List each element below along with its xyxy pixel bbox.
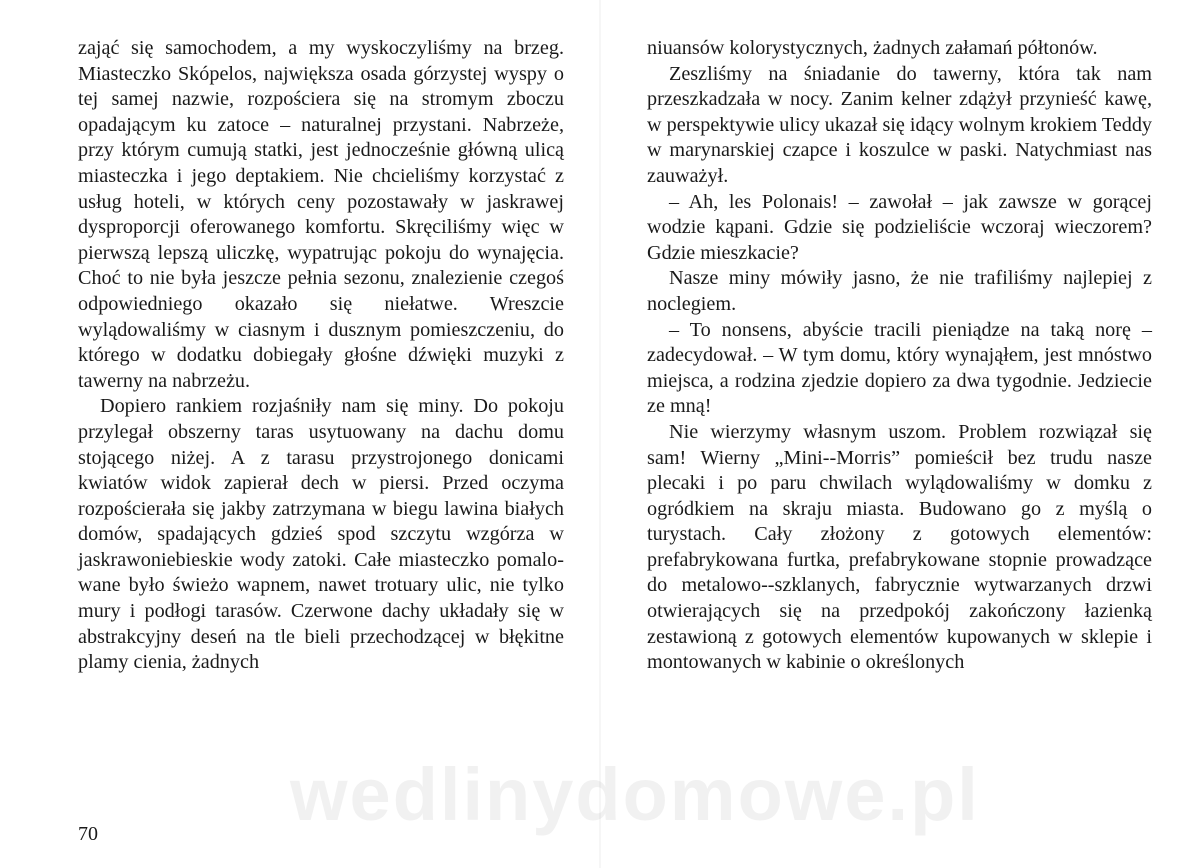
- left-text-column: [78, 36, 564, 676]
- paragraph: Zeszliśmy na śniadanie do tawerny, która tak nam przeszkadzała w nocy. Zanim kelner zdążył przynieść kawę, w perspektywie ulicy ukazał się idący wolnym krokiem Teddy w marynarskiej czapce i koszulce w paski. Natychmiast nas zauważył.: [647, 62, 1153, 187]
- paragraph: Nasze miny mówiły jasno, że nie trafiliśmy najlepiej z noclegiem.: [647, 267, 1152, 315]
- paragraph: niuansów kolorystycznych, żadnych załamań półtonów.: [647, 37, 1098, 59]
- right-text-column: [647, 36, 1152, 676]
- dialogue-paragraph: – To nonsens, abyście tracili pieniądze na taką norę – zadecydował. – W tym domu, który wynająłem, jest mnóstwo miejsca, a rodzina zjedzie dopiero za dwa tygodnie. Jedziecie ze mną!: [647, 318, 1152, 418]
- paragraph: Nie wierzymy własnym uszom. Problem rozwiązał się sam! Wierny „Mini--Morris” pomieścił bez trudu nasze plecaki i po paru chwilach wylądowaliśmy w domku z ogródkiem na skraju miasta. Budowano go z myślą o turystach. Cały złożony z gotowych elementów: prefabrykowana furtka, prefabrykowane stopnie prowadzące do metalowo--szklanych, fabrycznie wytwarzanych drzwi otwierających się na przedpokój zakończony łazienką zestawioną z gotowych elementów kupowanych w sklepie i montowanych w kabinie o określonych: [647, 420, 1152, 674]
- paragraph: zająć się samochodem, a my wyskoczyliśmy na brzeg. Miasteczko Skópelos, największa osada górzystej wyspy o tej samej nazwie, rozpościera się na stromym zboczu opadającym ku zatoce – naturalnej przystani. Nabrzeże, przy którym cumują statki, jest jednocześnie główną ulicą miasteczka i jego deptakiem. Nie chcieliśmy korzystać z usług hoteli, w których ceny pozostawały w jaskrawej dysproporcji oferowanego komfortu. Skręciliśmy więc w pierwszą lepszą uliczkę, wypatrując pokoju do wynajęcia. Choć to nie była jeszcze pełnia sezonu, znalezienie czegoś odpowiedniego okazało się niełatwe. Wreszcie wylądowaliśmy w ciasnym i dusznym pomieszczeniu, do którego w dodatku dobiegały głośne dźwięki muzyki z tawerny na nabrzeżu.: [78, 37, 564, 392]
- dialogue-paragraph: – Ah, les Polonais! – zawołał – jak zawsze w gorącej wodzie kąpani. Gdzie się podzieliście wczoraj wieczorem? Gdzie mieszkacie?: [647, 190, 1152, 264]
- page-number: 70: [78, 823, 98, 845]
- watermark: wedlinydomowe.pl: [290, 753, 980, 836]
- paragraph: Dopiero rankiem rozjaśniły nam się miny. Do pokoju przylegał obszerny taras usytuowany na dachu domu stojącego niżej. A z tarasu przystrojonego donicami kwiatów widok zapierał dech w piersi. Przed oczyma rozpościerała się jakby zatrzymana w biegu lawina białych domów, spadających gdzieś spod szczytu wzgórza w jaskrawoniebieskie wody zatoki. Całe miasteczko pomalowane było świeżo wapnem, nawet trotuary ulic, nie tylko mury i podłogi tarasów. Czerwone dachy układały się w abstrakcyjny deseń na tle bieli przechodzącej w błękitne plamy cienia, żadnych: [78, 395, 564, 674]
- right-page: [600, 0, 1200, 868]
